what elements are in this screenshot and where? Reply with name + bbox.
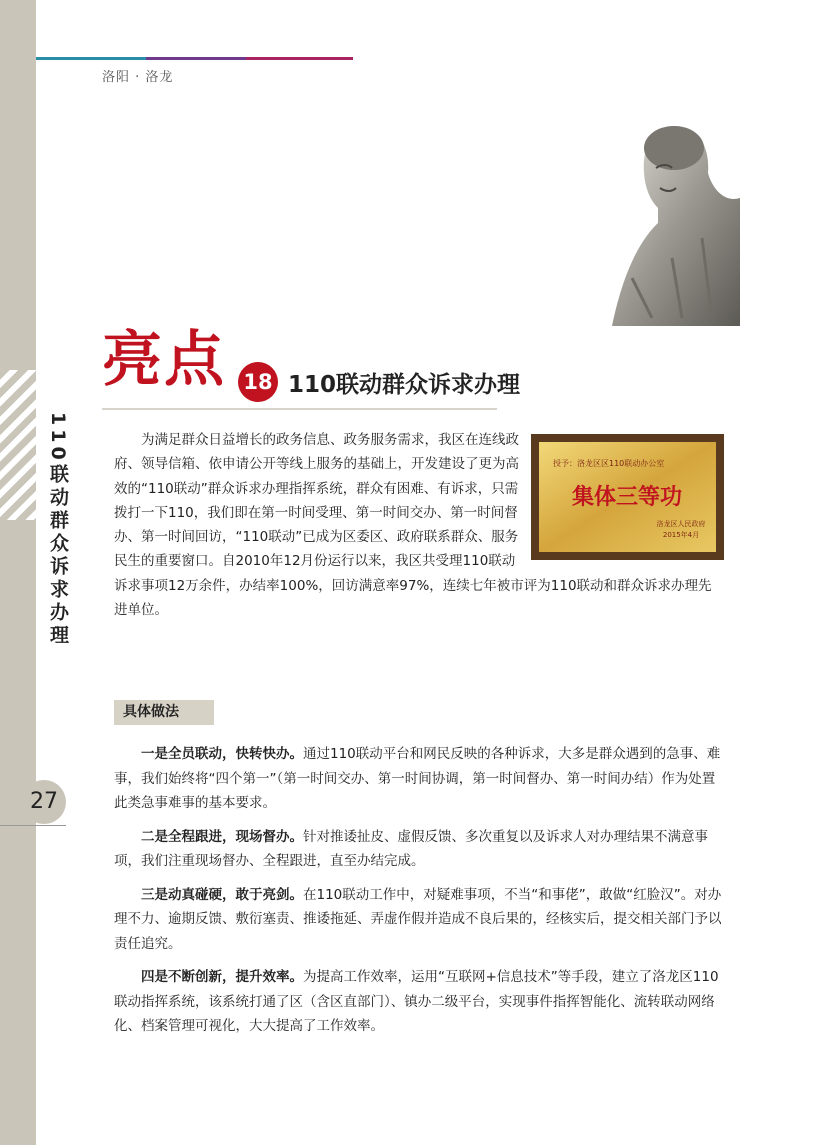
plaque-issuer: 洛龙区人民政府: [656, 520, 706, 528]
buddha-statue-image: [612, 118, 740, 326]
section-number-badge: 18: [238, 362, 278, 402]
page-number-rule: [0, 825, 66, 826]
measure-lead: 一是全员联动，快转快办。: [141, 746, 303, 762]
measure-item: [114, 883, 724, 957]
section-main-title: 亮点: [102, 325, 226, 395]
section-tag: [114, 700, 214, 725]
decorative-stripes: [0, 370, 36, 520]
measure-text: 通过110联动平台和网民反映的各种诉求，大多是群众遇到的急事、难事，我们始终将“四个第一”（第一时间交办、第一时间协调，第一时间督办、第一时间办结）作为处置此类急事难事的基本要求。: [114, 746, 721, 811]
measures-list: [114, 742, 724, 1048]
intro-paragraph: 为满足群众日益增长的政务信息、政务服务需求，我区在连线政府、领导信箱、依申请公开等线上服务的基础上，开发建设了更为高效的“110联动”群众诉求办理指挥系统，群众有困难、有诉求，只需拨打一下110，我们即在第一时间受理、第一时间交办、第一时间督办、第一时间回访，“110联动”已成为区委区、政府联系群众、服务民生的重要窗口。自2010年12月份运行以来，我区共受理110联动诉求事项12万余件，办结率100%，回访满意率97%，连续七年被市评为110联动和群众诉求办理先进单位。: [114, 432, 712, 619]
page-number: 27: [22, 780, 66, 824]
measure-item: [114, 742, 724, 816]
measure-lead: 二是全程跟进，现场督办。: [141, 828, 303, 845]
measure-lead: 四是不断创新，提升效率。: [141, 969, 303, 985]
measure-text: 针对推诿扯皮、虚假反馈、多次重复以及诉求人对办理结果不满意事项，我们注重现场督办、全程跟进，直至办结完成。: [114, 828, 708, 869]
left-margin-band: [0, 0, 36, 1145]
plaque-main-text: 集体三等功: [571, 484, 683, 510]
measure-item: [114, 965, 724, 1039]
plaque-top-text: 授予：洛龙区区110联动办公室: [553, 459, 665, 468]
title-underline: [102, 408, 497, 410]
plaque-date: 2015年4月: [662, 531, 700, 539]
sidebar-vertical-title: 110联动群众诉求办理: [47, 412, 69, 648]
measure-text: 为提高工作效率，运用“互联网+信息技术”等手段，建立了洛龙区110联动指挥系统，该系统打通了区（含区直部门）、镇办二级平台，实现事件指挥智能化、流转联动网络化、档案管理可视化，大大提高了工作效率。: [114, 969, 719, 1034]
header-rule: [36, 57, 353, 60]
section-tag-label: 具体做法: [123, 704, 179, 720]
measure-lead: 三是动真碰硬，敢于亮剑。: [141, 886, 303, 903]
header-location: 洛阳 · 洛龙: [102, 70, 174, 85]
measure-item: [114, 825, 724, 874]
award-plaque-image: [531, 434, 724, 560]
measure-text: 在110联动工作中，对疑难事项，不当“和事佬”，敢做“红脸汉”。对办理不力、逾期反馈、敷衍塞责、推诿拖延、弄虚作假并造成不良后果的，经核实后，提交相关部门予以责任追究。: [114, 886, 722, 952]
section-subtitle: 110联动群众诉求办理: [288, 372, 521, 398]
intro-paragraph-block: [114, 428, 724, 622]
